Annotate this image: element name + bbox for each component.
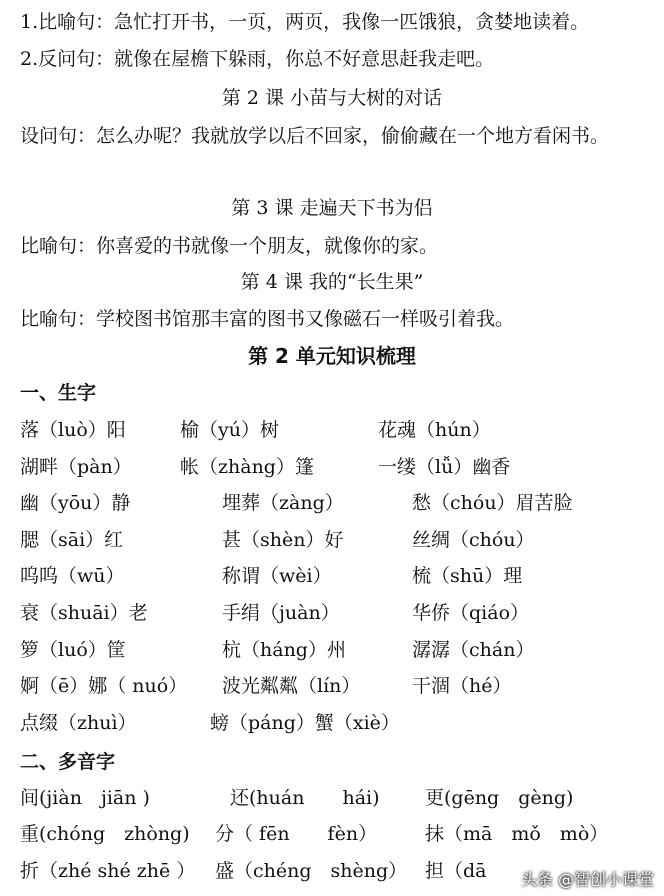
shengzi-item: 甚（shèn）好 [222, 529, 344, 551]
shengzi-item: 帐（zhàng）篷 [180, 456, 314, 478]
lesson-4-title: 第 4 课 我的“长生果” [240, 271, 424, 293]
shengzi-item: 螃（páng）蟹（xiè） [210, 712, 400, 734]
section-duoyinzi: 二、多音字 [20, 751, 116, 773]
section-shengzi: 一、生字 [20, 382, 97, 404]
unit-title: 第 2 单元知识梳理 [248, 344, 416, 368]
shengzi-item: 埋葬（zàng） [222, 492, 344, 514]
line-4: 比喻句：你喜爱的书就像一个朋友，就像你的家。 [20, 235, 439, 257]
lesson-2-title: 第 2 课 小苗与大树的对话 [221, 87, 443, 109]
duoyinzi-item: 盛（chéng shèng） [215, 860, 408, 882]
shengzi-item: 点缀（zhuì） [20, 712, 137, 734]
duoyinzi-item: 担（dā [425, 860, 487, 882]
duoyinzi-item: 重(chóng zhòng) [20, 823, 190, 845]
shengzi-item: 称谓（wèi） [222, 565, 332, 587]
line-5: 比喻句：学校图书馆那丰富的图书又像磁石一样吸引着我。 [20, 308, 515, 330]
shengzi-item: 华侨（qiáo） [412, 602, 530, 624]
line-1: 1.比喻句：急忙打开书，一页，两页，我像一匹饿狼，贪婪地读着。 [20, 11, 590, 33]
shengzi-item: 花魂（hún） [378, 419, 491, 441]
duoyinzi-item: 抹（mā mǒ mò） [425, 823, 609, 845]
shengzi-item: 落（luò）阳 [20, 419, 126, 441]
shengzi-item: 榆（yú）树 [180, 419, 279, 441]
shengzi-item: 潺潺（chán） [412, 639, 535, 661]
shengzi-item: 杭（háng）州 [222, 639, 346, 661]
shengzi-item: 一缕（lǚ）幽香 [378, 456, 511, 478]
shengzi-item: 梳（shū）理 [412, 565, 523, 587]
shengzi-item: 呜呜（wū） [20, 565, 125, 587]
shengzi-item: 衰（shuāi）老 [20, 602, 148, 624]
shengzi-item: 幽（yōu）静 [20, 492, 131, 514]
watermark: 头条 @智创小课堂 [520, 870, 654, 889]
duoyinzi-item: 间(jiàn jiān ) [20, 787, 150, 809]
shengzi-item: 箩（luó）筐 [20, 639, 126, 661]
shengzi-item: 腮（sāi）红 [20, 529, 124, 551]
duoyinzi-item: 更(gēng gèng) [425, 787, 574, 809]
line-2: 2.反问句：就像在屋檐下躲雨，你总不好意思赶我走吧。 [20, 48, 495, 70]
shengzi-item: 婀（ē）娜（ nuó） [20, 675, 188, 697]
shengzi-item: 湖畔（pàn） [20, 456, 132, 478]
shengzi-item: 愁（chóu）眉苦脸 [412, 492, 573, 514]
shengzi-item: 干涸（hé） [412, 675, 512, 697]
duoyinzi-item: 还(huán hái) [230, 787, 380, 809]
line-3: 设问句：怎么办呢？我就放学以后不回家，偷偷藏在一个地方看闲书。 [20, 125, 610, 147]
shengzi-item: 波光粼粼（lín） [222, 675, 361, 697]
shengzi-item: 手绢（juàn） [222, 602, 340, 624]
duoyinzi-item: 分（ fēn fèn） [215, 823, 378, 845]
duoyinzi-item: 折（zhé shé zhē ） [20, 860, 196, 882]
lesson-3-title: 第 3 课 走遍天下书为侣 [231, 197, 433, 219]
shengzi-item: 丝绸（chóu） [412, 529, 535, 551]
